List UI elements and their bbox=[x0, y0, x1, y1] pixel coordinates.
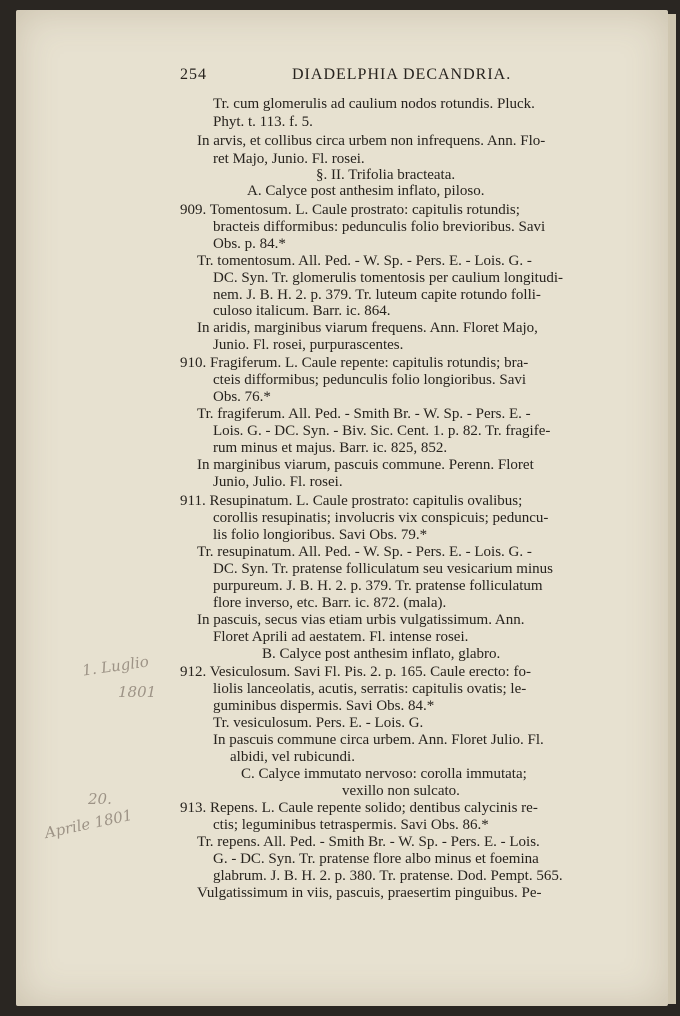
text-line: Tr. vesiculosum. Pers. E. - Lois. G. bbox=[213, 715, 424, 731]
text-line: rum minus et majus. Barr. ic. 825, 852. bbox=[213, 440, 448, 456]
text-line: guminibus dispermis. Savi Obs. 84.* bbox=[213, 698, 435, 714]
text-line: Obs. 76.* bbox=[213, 389, 271, 405]
text-line: Phyt. t. 113. f. 5. bbox=[213, 114, 313, 130]
species-entry: 913. Repens. L. Caule repente solido; dentibus calycinis re- bbox=[180, 800, 538, 816]
subsection-heading: B. Calyce post anthesim inflato, glabro. bbox=[262, 646, 501, 662]
species-entry: 912. Vesiculosum. Savi Fl. Pis. 2. p. 165. Caule erecto: fo- bbox=[180, 664, 531, 680]
text-line: Junio, Julio. Fl. rosei. bbox=[213, 474, 343, 490]
text-line: albidi, vel rubicundi. bbox=[230, 749, 355, 765]
handwritten-note: 1. Luglio bbox=[81, 652, 150, 680]
text-line: Junio. Fl. rosei, purpurascentes. bbox=[213, 337, 404, 353]
text-line: Floret Aprili ad aestatem. Fl. intense rosei. bbox=[213, 629, 469, 645]
subsection-heading: C. Calyce immutato nervoso: corolla immutata; bbox=[241, 766, 527, 782]
text-line: In pascuis, secus vias etiam urbis vulgatissimum. Ann. bbox=[197, 612, 525, 628]
text-line: Tr. cum glomerulis ad caulium nodos rotundis. Pluck. bbox=[213, 96, 535, 112]
text-line: DC. Syn. Tr. pratense folliculatum seu vesicarium minus bbox=[213, 561, 553, 577]
text-line: cteis difformibus; pedunculis folio longioribus. Savi bbox=[213, 372, 527, 388]
text-line: Tr. resupinatum. All. Ped. - W. Sp. - Pers. E. - Lois. G. - bbox=[197, 544, 532, 560]
text-line: purpureum. J. B. H. 2. p. 379. Tr. pratense folliculatum bbox=[213, 578, 543, 594]
text-line: culoso italicum. Barr. ic. 864. bbox=[213, 303, 391, 319]
text-line: Vulgatissimum in viis, pascuis, praesertim pinguibus. Pe- bbox=[197, 885, 542, 901]
text-line: Lois. G. - DC. Syn. - Biv. Sic. Cent. 1. p. 82. Tr. fragife- bbox=[213, 423, 551, 439]
text-line: Obs. p. 84.* bbox=[213, 236, 286, 252]
text-line: G. - DC. Syn. Tr. pratense flore albo minus et foemina bbox=[213, 851, 539, 867]
text-line: nem. J. B. H. 2. p. 379. Tr. luteum capite rotundo folli- bbox=[213, 287, 541, 303]
handwritten-note: 1801 bbox=[118, 683, 157, 701]
text-line: In pascuis commune circa urbem. Ann. Floret Julio. Fl. bbox=[213, 732, 544, 748]
text-line: ret Majo, Junio. Fl. rosei. bbox=[213, 151, 365, 167]
page-edge bbox=[668, 14, 676, 1004]
text-line: flore inverso, etc. Barr. ic. 872. (mala). bbox=[213, 595, 447, 611]
text-line: DC. Syn. Tr. glomerulis tomentosis per caulium longitudi- bbox=[213, 270, 564, 286]
species-entry: 911. Resupinatum. L. Caule prostrato: capitulis ovalibus; bbox=[180, 493, 523, 509]
page-number: 254 bbox=[180, 66, 207, 83]
handwritten-note: Aprile 1801 bbox=[43, 805, 134, 843]
text-line: glabrum. J. B. H. 2. p. 380. Tr. pratense. Dod. Pempt. 565. bbox=[213, 868, 563, 884]
subsection-heading: A. Calyce post anthesim inflato, piloso. bbox=[247, 183, 485, 199]
text-line: Tr. tomentosum. All. Ped. - W. Sp. - Pers. E. - Lois. G. - bbox=[197, 253, 532, 269]
section-heading: §. II. Trifolia bracteata. bbox=[316, 167, 456, 183]
text-line: In marginibus viarum, pascuis commune. Perenn. Floret bbox=[197, 457, 534, 473]
text-line: Tr. fragiferum. All. Ped. - Smith Br. - W. Sp. - Pers. E. - bbox=[197, 406, 531, 422]
species-entry: 910. Fragiferum. L. Caule repente: capitulis rotundis; bra- bbox=[180, 355, 529, 371]
text-line: ctis; leguminibus tetraspermis. Savi Obs. 86.* bbox=[213, 817, 489, 833]
running-title: DIADELPHIA DECANDRIA. bbox=[292, 66, 512, 83]
text-line: lis folio longioribus. Savi Obs. 79.* bbox=[213, 527, 428, 543]
subsection-heading: vexillo non sulcato. bbox=[342, 783, 460, 799]
text-line: In aridis, marginibus viarum frequens. Ann. Floret Majo, bbox=[197, 320, 538, 336]
text-line: bracteis difformibus: pedunculis folio brevioribus. Savi bbox=[213, 219, 546, 235]
handwritten-note: 20. bbox=[88, 790, 112, 808]
text-line: Tr. repens. All. Ped. - Smith Br. - W. Sp. - Pers. E. - Lois. bbox=[197, 834, 540, 850]
text-line: liolis lanceolatis, acutis, serratis: capitulis ovatis; le- bbox=[213, 681, 527, 697]
text-line: corollis resupinatis; involucris vix conspicuis; peduncu- bbox=[213, 510, 549, 526]
species-entry: 909. Tomentosum. L. Caule prostrato: capitulis rotundis; bbox=[180, 202, 520, 218]
text-line: In arvis, et collibus circa urbem non infrequens. Ann. Flo- bbox=[197, 133, 546, 149]
